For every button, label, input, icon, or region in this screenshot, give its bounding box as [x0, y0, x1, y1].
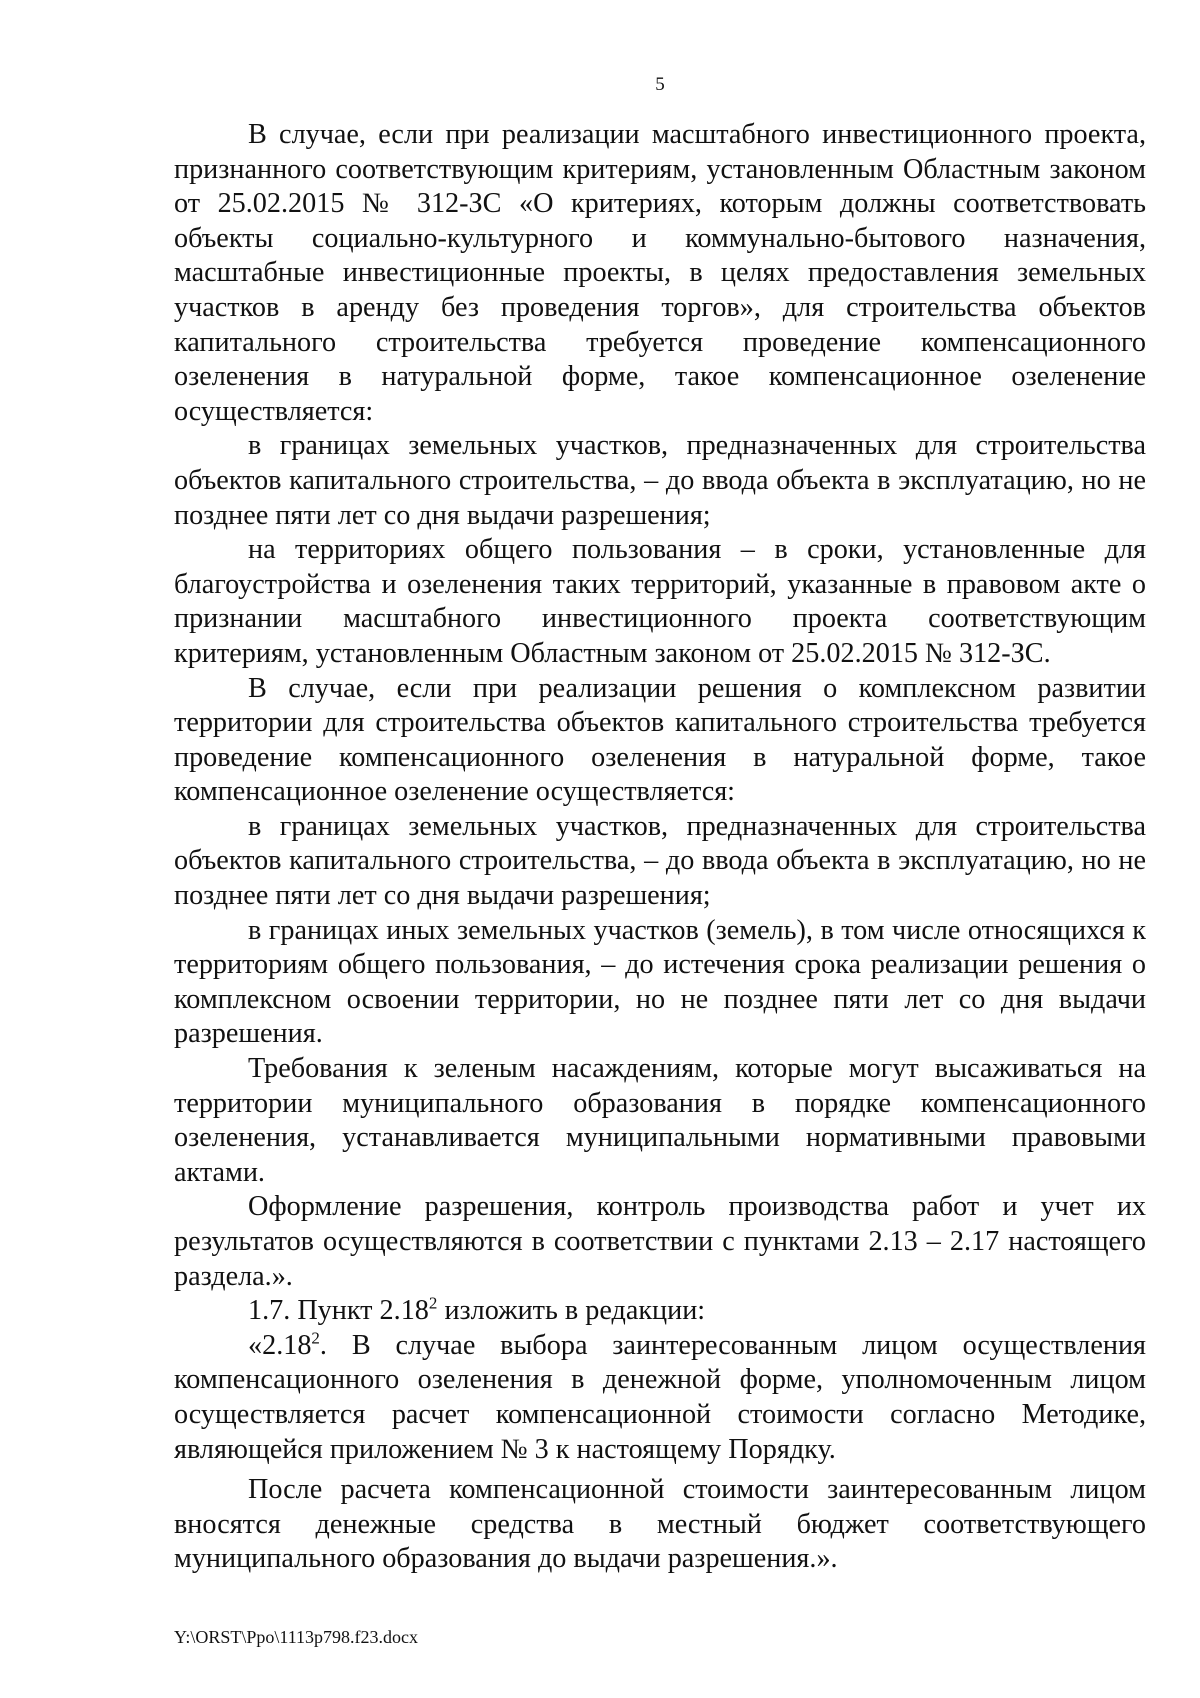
item-1-7-text-end: изложить в редакции: [437, 1295, 706, 1327]
paragraph-other-land-plots: в границах иных земельных участков (земель), в том числе относящихся к территориям общего пользования, – до истечения срока реализации решения о комплексном освоении территории, но не позднее пяти лет со дня выдачи разрешения. [174, 914, 1146, 1050]
superscript: 2 [311, 1328, 320, 1348]
document-body [174, 118, 1146, 1577]
item-1-7-text: 1.7. Пункт 2.18 [248, 1295, 429, 1327]
item-2-18-2 [174, 1329, 1146, 1467]
paragraph-monetary-payment: После расчета компенсационной стоимости заинтересованным лицом вносятся денежные средства в местный бюджет соответствующего муниципального образования до выдачи разрешения.». [174, 1474, 1146, 1575]
page-number: 5 [655, 74, 665, 95]
item-2-18-2-number: «2.18 [248, 1329, 312, 1361]
item-2-18-2-text: . В случае выбора заинтересованным лицом осуществления компенсационного озеленения в денежной форме, уполномоченным лицом осуществляется расчет компенсационной стоимости согласно Методике, являющейся приложением № 3 к настоящему Порядку. [174, 1329, 1146, 1465]
paragraph-green-requirements: Требования к зеленым насаждениям, которые могут высаживаться на территории муниципального образования в порядке компенсационного озеленения, устанавливается муниципальными нормативными правовыми актами. [174, 1053, 1146, 1188]
paragraph-large-project: В случае, если при реализации масштабного инвестиционного проекта, признанного соответствующим критериям, установленным Областным законом от 25.02.2015 № 312-ЗС «О критериях, которым должны соответствовать объекты социально-культурного и коммунально-бытового назначения, масштабные инвестиционные проекты, в целях предоставления земельных участков в аренду без проведения торгов», для строительства объектов капитального строительства требуется проведение компенсационного озеленения в натуральной форме, такое компенсационное озеленение осуществляется: [174, 119, 1146, 427]
paragraph-land-plots-boundaries-2: в границах земельных участков, предназначенных для строительства объектов капитального строительства, – до ввода объекта в эксплуатацию, но не позднее пяти лет со дня выдачи разрешения; [174, 810, 1146, 912]
file-path-footer: Y:\ORST\Ppo\1113p798.f23.docx [174, 1627, 419, 1647]
paragraph-complex-development: В случае, если при реализации решения о комплексном развитии территории для строительства объектов капитального строительства требуется проведение компенсационного озеленения в натуральной форме, такое компенсационное озеленение осуществляется: [174, 672, 1146, 808]
paragraph-land-plots-boundaries: в границах земельных участков, предназначенных для строительства объектов капитального строительства, – до ввода объекта в эксплуатацию, но не позднее пяти лет со дня выдачи разрешения; [174, 430, 1146, 531]
paragraph-public-territories: на территориях общего пользования – в сроки, установленные для благоустройства и озеленения таких территорий, указанные в правовом акте о признании масштабного инвестиционного проекта соответствующим критериям, установленным Областным законом от 25.02.2015 № 312-ЗС. [174, 534, 1146, 669]
paragraph-permit-registration: Оформление разрешения, контроль производства работ и учет их результатов осуществляются в соответствии с пунктами 2.13 – 2.17 настоящего раздела.». [174, 1191, 1146, 1292]
superscript: 2 [428, 1293, 438, 1313]
item-1-7 [174, 1294, 1146, 1329]
